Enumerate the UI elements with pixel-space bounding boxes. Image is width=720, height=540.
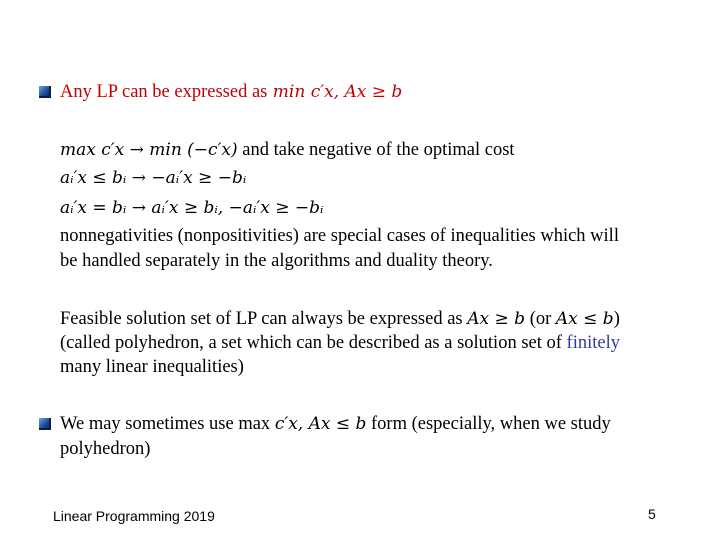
feasible-text: Feasible solution set of LP can always be expressed as bbox=[60, 309, 468, 329]
bullet-square-icon bbox=[39, 86, 51, 98]
feasible-math-2: Ax ≤ b bbox=[555, 309, 614, 329]
max-min-math: max c′x → min (−c′x) bbox=[60, 140, 238, 160]
bullet-2-text-b: form (especially, when we study bbox=[366, 414, 611, 434]
bullet-2-line-2: polyhedron) bbox=[60, 439, 151, 459]
feasible-mid: (or bbox=[525, 309, 556, 329]
body-line-nonnegativities: nonnegativities (nonpositivities) are special cases of inequalities which will bbox=[60, 226, 619, 246]
bullet-2-text-a: We may sometimes use max bbox=[60, 414, 275, 434]
footer-page-number: 5 bbox=[648, 506, 656, 522]
bullet-2-math: c′x, Ax ≤ b bbox=[274, 414, 367, 434]
body-line-equality-split bbox=[60, 198, 323, 218]
footer-course-title: Linear Programming 2019 bbox=[53, 508, 215, 524]
feasible-end: ) bbox=[613, 309, 620, 329]
bullet-square-icon bbox=[39, 418, 51, 430]
polyhedron-text: (called polyhedron, a set which can be described as a solution set of bbox=[60, 333, 567, 353]
body-line-linear-inequalities: many linear inequalities) bbox=[60, 357, 244, 377]
bullet-line-2 bbox=[60, 414, 611, 434]
equality-split-math: aᵢ′x = bᵢ → aᵢ′x ≥ bᵢ, −aᵢ′x ≥ −bᵢ bbox=[60, 198, 324, 218]
body-line-handled-separately: be handled separately in the algorithms and duality theory. bbox=[60, 251, 493, 271]
body-line-polyhedron bbox=[60, 333, 620, 353]
finitely-highlight: finitely bbox=[566, 333, 620, 353]
inequality-flip-math: aᵢ′x ≤ bᵢ → −aᵢ′x ≥ −bᵢ bbox=[60, 168, 247, 188]
body-line-max-min bbox=[60, 140, 515, 160]
bullet-line-1 bbox=[60, 82, 402, 102]
bullet-1-text: Any LP can be expressed as bbox=[60, 82, 268, 102]
body-line-inequality-flip bbox=[60, 168, 246, 188]
max-min-text: and take negative of the optimal cost bbox=[237, 140, 515, 160]
body-line-feasible-set bbox=[60, 309, 620, 329]
feasible-math-1: Ax ≥ b bbox=[467, 309, 526, 329]
bullet-1-math: min c′x, Ax ≥ b bbox=[267, 82, 403, 102]
